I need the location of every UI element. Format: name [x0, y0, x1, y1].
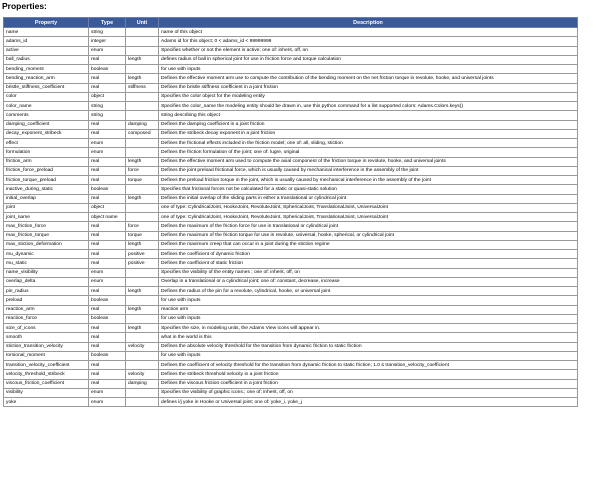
cell-description: Specifies the visibility of graphic icons.; one of: inherit, off, on [159, 388, 578, 397]
cell-description: Defines the maximum of the friction force for use in translational or cylindrical joint [159, 222, 578, 231]
cell-type: integer [89, 37, 126, 46]
cell-type: enum [89, 46, 126, 55]
table-row [4, 83, 578, 92]
cell-type: string [89, 102, 126, 111]
table-row [4, 259, 578, 268]
cell-unit [126, 185, 159, 194]
table-row [4, 37, 578, 46]
column-header-unit: Unit [126, 18, 159, 28]
column-header-description: Description [159, 18, 578, 28]
cell-description: Defines the coefficient of dynamic friction [159, 250, 578, 259]
table-row [4, 102, 578, 111]
cell-description: Defines the initial overlap of the sliding parts in either a translational or cylindrical joint [159, 194, 578, 203]
cell-type: real [89, 166, 126, 175]
table-row [4, 351, 578, 360]
properties-table [3, 17, 578, 407]
cell-property: joint [4, 203, 89, 212]
cell-type: real [89, 250, 126, 259]
table-row [4, 333, 578, 342]
cell-property: name [4, 28, 89, 37]
cell-type: real [89, 120, 126, 129]
table-row [4, 28, 578, 37]
cell-unit [126, 333, 159, 342]
table-row [4, 203, 578, 212]
table-row [4, 370, 578, 379]
cell-property: formulation [4, 148, 89, 157]
table-row [4, 92, 578, 101]
cell-type: real [89, 222, 126, 231]
table-row [4, 398, 578, 407]
cell-property: max_stiction_deformation [4, 240, 89, 249]
cell-type: boolean [89, 185, 126, 194]
cell-property: bending_reaction_arm [4, 74, 89, 83]
table-row [4, 213, 578, 222]
cell-property: damping_coefficient [4, 120, 89, 129]
cell-property: pin_radius [4, 287, 89, 296]
cell-description: Specifies that frictional forces not be calculated for a static or quasi-static solution [159, 185, 578, 194]
table-row [4, 129, 578, 138]
cell-property: friction_force_preload [4, 166, 89, 175]
cell-description: one of type: CylindricalJoint, HookeJoint, RevoluteJoint, SphericalJoint, TranslationalJoint, UniversalJoint [159, 203, 578, 212]
cell-unit [126, 92, 159, 101]
table-row [4, 55, 578, 64]
cell-unit [126, 277, 159, 286]
cell-type: object [89, 203, 126, 212]
cell-description: Defines the radius of the pin for a revolute, cylindrical, hooke, or universal joint [159, 287, 578, 296]
cell-property: color [4, 92, 89, 101]
table-row [4, 111, 578, 120]
cell-type: enum [89, 388, 126, 397]
cell-property: yoke [4, 398, 89, 407]
table-row [4, 166, 578, 175]
cell-description: Specifies the color_name the modeling entity should be drawn in, use this python command for a list supported colors: Adams.Colors.keys() [159, 102, 578, 111]
cell-type: real [89, 240, 126, 249]
cell-type: string [89, 111, 126, 120]
cell-unit: torque [126, 231, 159, 240]
cell-unit [126, 296, 159, 305]
table-row [4, 65, 578, 74]
cell-unit: length [126, 74, 159, 83]
cell-type: real [89, 176, 126, 185]
cell-unit: velocity [126, 370, 159, 379]
cell-description: for use with inputs [159, 65, 578, 74]
cell-description: Defines the bristle stiffness coefficient in a joint friction [159, 83, 578, 92]
cell-unit: length [126, 287, 159, 296]
cell-type: boolean [89, 351, 126, 360]
cell-property: friction_torque_preload [4, 176, 89, 185]
cell-unit: positive [126, 259, 159, 268]
cell-description: Specifies the visibility of the entity names ; one of: inherit, off, on [159, 268, 578, 277]
cell-type: real [89, 55, 126, 64]
cell-description: defines i/j yoke in Hooke or Universal joint; one of: yoke_i, yoke_j [159, 398, 578, 407]
cell-unit [126, 351, 159, 360]
table-row [4, 342, 578, 351]
cell-type: real [89, 157, 126, 166]
cell-property: decay_exponent_stribeck [4, 129, 89, 138]
cell-property: effect [4, 139, 89, 148]
cell-unit [126, 388, 159, 397]
table-row [4, 176, 578, 185]
cell-type: boolean [89, 314, 126, 323]
cell-type: real [89, 333, 126, 342]
cell-type: real [89, 370, 126, 379]
table-row [4, 231, 578, 240]
cell-property: overlap_delta [4, 277, 89, 286]
column-header-property: Property [4, 18, 89, 28]
cell-property: transition_velocity_coefficient [4, 361, 89, 370]
cell-type: object name [89, 213, 126, 222]
cell-description: Defines the damping coefficient in a joint friction [159, 120, 578, 129]
cell-type: real [89, 83, 126, 92]
table-row [4, 240, 578, 249]
cell-type: enum [89, 139, 126, 148]
table-row [4, 194, 578, 203]
cell-description: Defines the friction formulation of the joint; one of: lugre, original [159, 148, 578, 157]
cell-unit: force [126, 222, 159, 231]
cell-type: string [89, 28, 126, 37]
cell-unit: torque [126, 176, 159, 185]
cell-type: enum [89, 277, 126, 286]
cell-unit [126, 213, 159, 222]
cell-unit: positive [126, 250, 159, 259]
cell-property: reaction_arm [4, 305, 89, 314]
cell-description: Defines the maximum of the friction torque for use in revolute, universal, hooke, spherical, or cylindrical joint [159, 231, 578, 240]
cell-property: size_of_icons [4, 324, 89, 333]
cell-type: real [89, 259, 126, 268]
cell-description: what in the world is this [159, 333, 578, 342]
cell-description: name of this object [159, 28, 578, 37]
cell-type: enum [89, 268, 126, 277]
cell-description: Defines the stribeck threshold velocity in a joint friction [159, 370, 578, 379]
cell-property: max_friction_force [4, 222, 89, 231]
cell-description: defines radius of ball in spherical joint for use in friction force and torque calculation [159, 55, 578, 64]
cell-type: real [89, 194, 126, 203]
cell-property: mu_dynamic [4, 250, 89, 259]
table-row [4, 46, 578, 55]
cell-property: stiction_transition_velocity [4, 342, 89, 351]
cell-description: Defines the effective moment arm use to compute the contribution of the bending moment on the net friction torque in revolute, hooke, and universal joints [159, 74, 578, 83]
cell-property: active [4, 46, 89, 55]
cell-description: for use with inputs [159, 314, 578, 323]
cell-unit [126, 28, 159, 37]
table-row [4, 379, 578, 388]
table-row [4, 185, 578, 194]
cell-type: boolean [89, 296, 126, 305]
cell-description: Specifies the size, in modeling units, the Adams View icons will appear in. [159, 324, 578, 333]
table-row [4, 305, 578, 314]
cell-unit: length [126, 157, 159, 166]
cell-unit [126, 65, 159, 74]
cell-unit [126, 203, 159, 212]
cell-property: color_name [4, 102, 89, 111]
cell-unit: length [126, 324, 159, 333]
table-row [4, 324, 578, 333]
cell-unit: length [126, 305, 159, 314]
cell-description: Defines the absolute velocity threshold for the transition from dynamic friction to static friction [159, 342, 578, 351]
table-row [4, 287, 578, 296]
table-row [4, 361, 578, 370]
cell-type: boolean [89, 65, 126, 74]
cell-type: real [89, 324, 126, 333]
cell-unit: force [126, 166, 159, 175]
cell-type: real [89, 342, 126, 351]
cell-type: real [89, 231, 126, 240]
cell-unit [126, 148, 159, 157]
cell-unit [126, 314, 159, 323]
cell-property: bending_moment [4, 65, 89, 74]
table-row [4, 250, 578, 259]
cell-description: Specifies the color object for the modeling entity [159, 92, 578, 101]
table-row [4, 296, 578, 305]
cell-unit: stiffness [126, 83, 159, 92]
cell-description: reaction arm [159, 305, 578, 314]
cell-property: name_visibility [4, 268, 89, 277]
cell-description: Defines the stribeck decay exponent in a joint friction [159, 129, 578, 138]
cell-unit: length [126, 55, 159, 64]
cell-type: real [89, 287, 126, 296]
cell-description: Defines the coefficient of static friction [159, 259, 578, 268]
header-row [4, 18, 578, 28]
cell-unit: length [126, 194, 159, 203]
cell-description: string describing this object [159, 111, 578, 120]
cell-property: initial_overlap [4, 194, 89, 203]
cell-description: for use with inputs [159, 351, 578, 360]
cell-unit [126, 398, 159, 407]
cell-property: comments [4, 111, 89, 120]
cell-type: real [89, 305, 126, 314]
cell-unit: composed [126, 129, 159, 138]
cell-unit [126, 268, 159, 277]
cell-description: one of type: CylindricalJoint, HookeJoint, RevoluteJoint, SphericalJoint, TranslationalJoint, UniversalJoint [159, 213, 578, 222]
cell-unit: length [126, 240, 159, 249]
cell-description: Defines the viscous friction coefficient in a joint friction [159, 379, 578, 388]
column-header-type: Type [89, 18, 126, 28]
table-row [4, 314, 578, 323]
table-row [4, 148, 578, 157]
cell-type: real [89, 361, 126, 370]
cell-type: object [89, 92, 126, 101]
table-row [4, 222, 578, 231]
table-row [4, 157, 578, 166]
cell-property: inactive_during_static [4, 185, 89, 194]
cell-unit [126, 46, 159, 55]
cell-unit [126, 111, 159, 120]
cell-property: preload [4, 296, 89, 305]
cell-property: max_friction_torque [4, 231, 89, 240]
cell-unit [126, 102, 159, 111]
cell-property: reaction_force [4, 314, 89, 323]
cell-description: Defines the preload friction torque in the joint, which is usually caused by mechanical interference in the assembly of the joint [159, 176, 578, 185]
cell-unit: velocity [126, 342, 159, 351]
cell-property: joint_name [4, 213, 89, 222]
section-heading: Properties: [2, 1, 47, 11]
cell-description: Defines the maximum creep that can occur in a joint during the stiction regime [159, 240, 578, 249]
cell-unit: damping [126, 379, 159, 388]
cell-description: Overlap in a translational or a cylindrical joint; one of: constant, decrease, increase [159, 277, 578, 286]
cell-property: torsional_moment [4, 351, 89, 360]
cell-property: ball_radius [4, 55, 89, 64]
cell-type: enum [89, 148, 126, 157]
table-row [4, 277, 578, 286]
table-row [4, 139, 578, 148]
cell-property: velocity_threshold_stribeck [4, 370, 89, 379]
table-row [4, 120, 578, 129]
cell-property: adams_id [4, 37, 89, 46]
cell-property: smooth [4, 333, 89, 342]
cell-unit [126, 361, 159, 370]
cell-unit [126, 37, 159, 46]
cell-unit [126, 139, 159, 148]
cell-description: Adams id for this object; 0 < adams_id < 99999999 [159, 37, 578, 46]
cell-description: Defines the coefficient of velocity threshold for the transition from dynamic friction to static friction; 1.0 ≤ transition_velocity_coefficient [159, 361, 578, 370]
cell-property: mu_static [4, 259, 89, 268]
cell-description: Defines the frictional effects included in the friction model; one of: all, sliding, stiction [159, 139, 578, 148]
cell-type: real [89, 129, 126, 138]
table-row [4, 388, 578, 397]
cell-type: real [89, 74, 126, 83]
cell-description: Defines the joint preload frictional force, which is usually caused by mechanical interference in the assembly of the joint [159, 166, 578, 175]
cell-type: enum [89, 398, 126, 407]
table-row [4, 74, 578, 83]
cell-property: bristle_stiffness_coefficient [4, 83, 89, 92]
cell-property: friction_arm [4, 157, 89, 166]
cell-property: visibility [4, 388, 89, 397]
table-body [4, 28, 578, 407]
cell-unit: damping [126, 120, 159, 129]
table-row [4, 268, 578, 277]
cell-type: real [89, 379, 126, 388]
cell-description: for use with inputs [159, 296, 578, 305]
cell-description: Defines the effective moment arm used to compute the axial component of the friction torque in revolute, hooke, and universal joints [159, 157, 578, 166]
cell-description: Specifies whether or not the element is active; one of: inherit, off, on [159, 46, 578, 55]
cell-property: viscous_friction_coefficient [4, 379, 89, 388]
